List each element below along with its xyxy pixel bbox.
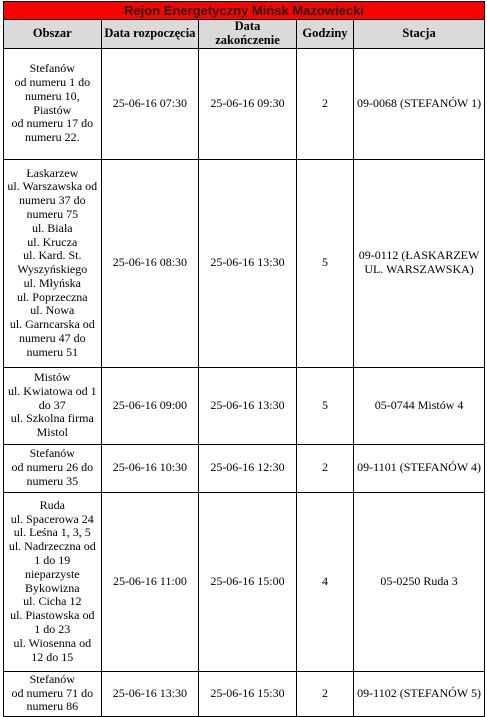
area-cell: Ruda ul. Spacerowa 24 ul. Leśna 1, 3, 5 ul. Nadrzeczna od 1 do 19 nieparzyste Bykowizna ul. Cicha 12 ul. Piastowska od 1 do 23 ul. Wiosenna od 12 do 15 [4, 492, 102, 671]
outage-table [3, 1, 485, 717]
header-hours: Godziny [296, 20, 353, 49]
hours-cell: 4 [296, 492, 353, 671]
table-row [4, 492, 485, 671]
hours-cell: 2 [296, 671, 353, 716]
start-cell: 25-06-16 10:30 [101, 444, 199, 492]
end-cell: 25-06-16 13:30 [199, 367, 297, 444]
hours-cell: 2 [296, 444, 353, 492]
region-title: Rejon Energetyczny Mińsk Mazowiecki [4, 2, 485, 20]
area-cell: Stefanów od numeru 71 do numeru 86 [4, 671, 102, 716]
end-cell: 25-06-16 09:30 [199, 48, 297, 159]
start-cell: 25-06-16 09:00 [101, 367, 199, 444]
area-cell: Stefanów od numeru 26 do numeru 35 [4, 444, 102, 492]
table-row [4, 444, 485, 492]
outage-sheet [3, 1, 485, 717]
end-cell: 25-06-16 13:30 [199, 159, 297, 367]
end-cell: 25-06-16 15:30 [199, 671, 297, 716]
table-row [4, 48, 485, 159]
station-cell: 09-0068 (STEFANÓW 1) [354, 48, 485, 159]
station-cell: 09-1101 (STEFANÓW 4) [354, 444, 485, 492]
header-end-date: Data zakończenie [199, 20, 297, 49]
hours-cell: 2 [296, 48, 353, 159]
start-cell: 25-06-16 13:30 [101, 671, 199, 716]
area-cell: Mistów ul. Kwiatowa od 1 do 37 ul. Szkolna firma Mistol [4, 367, 102, 444]
table-row [4, 159, 485, 367]
area-cell: Łaskarzew ul. Warszawska od numeru 37 do numeru 75 ul. Biała ul. Krucza ul. Kard. St. Wyszyńskiego ul. Młyńska ul. Poprzeczna ul. Nowa ul. Garncarska od numeru 47 do numeru 51 [4, 159, 102, 367]
table-row [4, 367, 485, 444]
header-station: Stacja [354, 20, 485, 49]
station-cell: 09-0112 (ŁASKARZEW UL. WARSZAWSKA) [354, 159, 485, 367]
hours-cell: 5 [296, 159, 353, 367]
header-start-date: Data rozpoczęcia [101, 20, 199, 49]
start-cell: 25-06-16 07:30 [101, 48, 199, 159]
header-area: Obszar [4, 20, 102, 49]
hours-cell: 5 [296, 367, 353, 444]
station-cell: 09-1102 (STEFANÓW 5) [354, 671, 485, 716]
station-cell: 05-0744 Mistów 4 [354, 367, 485, 444]
area-cell: Stefanów od numeru 1 do numeru 10, Piastów od numeru 17 do numeru 22. [4, 48, 102, 159]
end-cell: 25-06-16 15:00 [199, 492, 297, 671]
table-row [4, 671, 485, 716]
start-cell: 25-06-16 08:30 [101, 159, 199, 367]
station-cell: 05-0250 Ruda 3 [354, 492, 485, 671]
end-cell: 25-06-16 12:30 [199, 444, 297, 492]
header-row [4, 20, 485, 49]
start-cell: 25-06-16 11:00 [101, 492, 199, 671]
